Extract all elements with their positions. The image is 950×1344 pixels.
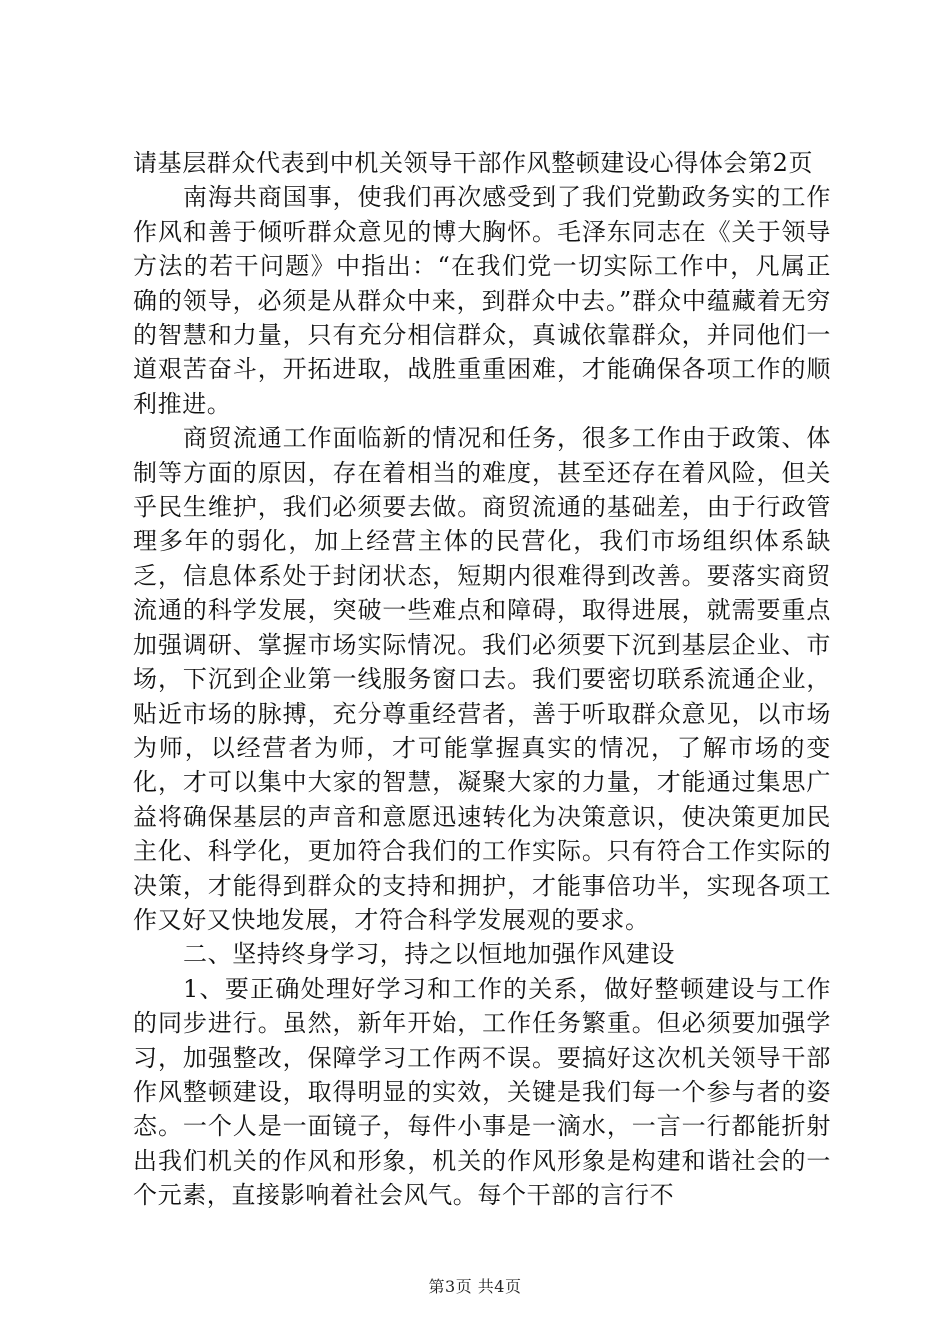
paragraph-1: 南海共商国事，使我们再次感受到了我们党勤政务实的工作作风和善于倾听群众意见的博大胸怀。毛泽东同志在《关于领导方法的若干问题》中指出：“在我们党一切实际工作中，凡属正确的领导，必须是从群众中来，到群众中去。”群众中蕴藏着无穷的智慧和力量，只有充分相信群众，真诚依靠群众，并同他们一道艰苦奋斗，开拓进取，战胜重重困难，才能确保各项工作的顺利推进。 xyxy=(133,183,831,418)
paragraph-3: 1、要正确处理好学习和工作的关系，做好整顿建设与工作的同步进行。虽然，新年开始，工作任务繁重。但必须要加强学习，加强整改，保障学习工作两不误。要搞好这次机关领导干部作风整顿建设，取得明显的实效，关键是我们每一个参与者的姿态。一个人是一面镜子，每件小事是一滴水，一言一行都能折射出我们机关的作风和形象，机关的作风形象是构建和谐社会的一个元素，直接影响着社会风气。每个干部的言行不 xyxy=(133,974,831,1210)
document-title: 请基层群众代表到中机关领导干部作风整顿建设心得体会第2页 xyxy=(133,149,814,177)
paragraph-2: 商贸流通工作面临新的情况和任务，很多工作由于政策、体制等方面的原因，存在着相当的难度，甚至还存在着风险，但关乎民生维护，我们必须要去做。商贸流通的基础差，由于行政管理多年的弱化，加上经营主体的民营化，我们市场组织体系缺乏，信息体系处于封闭状态，短期内很难得到改善。要落实商贸流通的科学发展，突破一些难点和障碍，取得进展，就需要重点加强调研、掌握市场实际情况。我们必须要下沉到基层企业、市场，下沉到企业第一线服务窗口去。我们要密切联系流通企业，贴近市场的脉搏，充分尊重经营者，善于听取群众意见，以市场为师，以经营者为师，才可能掌握真实的情况，了解市场的变化，才可以集中大家的智慧，凝聚大家的力量，才能通过集思广益将确保基层的声音和意愿迅速转化为决策意识，使决策更加民主化、科学化，更加符合我们的工作实际。只有符合工作实际的决策，才能得到群众的支持和拥护，才能事倍功半，实现各项工作又好又快地发展，才符合科学发展观的要求。 xyxy=(133,424,831,934)
section-heading: 二、坚持终身学习，持之以恒地加强作风建设 xyxy=(183,940,675,969)
page-number: 第3页 共4页 xyxy=(428,1277,522,1296)
document-body xyxy=(133,146,831,1213)
